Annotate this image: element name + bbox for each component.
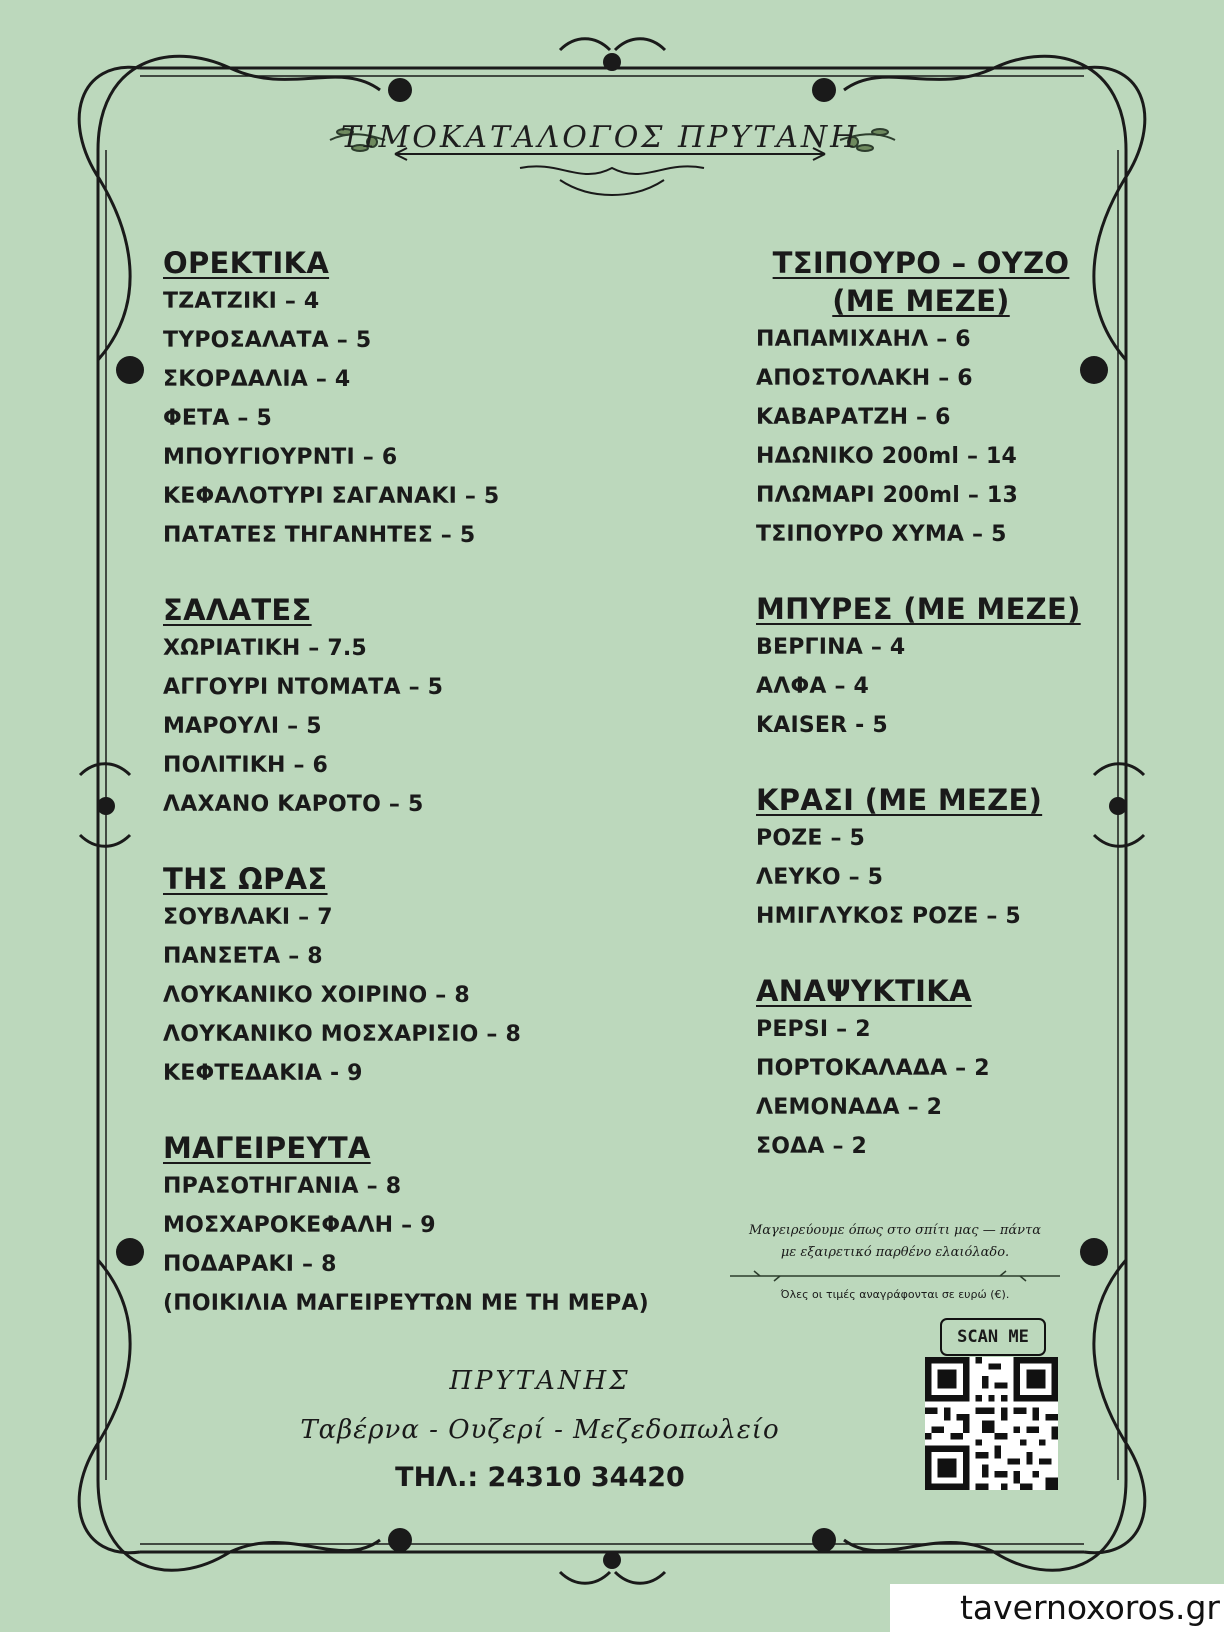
menu-item: ΑΓΓΟΥΡΙ ΝΤΟΜΑΤΑ – 5 (163, 675, 444, 700)
menu-item: ΠΑΝΣΕΤΑ – 8 (163, 944, 323, 969)
menu-item: ΣΟΔΑ – 2 (756, 1134, 868, 1159)
section-heading: ΚΡΑΣΙ (ΜΕ ΜΕΖΕ) (756, 783, 1043, 817)
menu-item: ΛΑΧΑΝΟ ΚΑΡΟΤΟ – 5 (163, 792, 424, 817)
footer-subtitle: Ταβέρνα - Ουζερί - Μεζεδοπωλείο (300, 1415, 780, 1445)
menu-item: PEPSI – 2 (756, 1017, 871, 1042)
cooking-note (725, 1220, 1065, 1264)
section-salates (163, 591, 703, 824)
menu-item: ΣΚΟΡΔΑΛΙΑ – 4 (163, 367, 351, 392)
menu-item: ΜΠΟΥΓΙΟΥΡΝΤΙ – 6 (163, 445, 398, 470)
menu-item: ΦΕΤΑ – 5 (163, 406, 272, 431)
section-heading: ΤΣΙΠΟΥΡΟ – ΟΥΖΟ (772, 246, 1070, 280)
title-banner (320, 112, 880, 172)
menu-item: ΛΟΥΚΑΝΙΚΟ ΧΟΙΡΙΝΟ – 8 (163, 983, 470, 1008)
menu-item: ΛΕΥΚΟ – 5 (756, 865, 884, 890)
currency-note: Όλες οι τιμές αναγράφονται σε ευρώ (€). (780, 1288, 1010, 1301)
menu-item: ΠΑΤΑΤΕΣ ΤΗΓΑΝΗΤΕΣ – 5 (163, 523, 476, 548)
menu-item: KAISER - 5 (756, 713, 888, 738)
menu-item: ΠΛΩΜΑΡΙ 200ml – 13 (756, 483, 1018, 508)
menu-item: ΠΟΔΑΡΑΚΙ – 8 (163, 1252, 337, 1277)
menu-item: ΛΟΥΚΑΝΙΚΟ ΜΟΣΧΑΡΙΣΙΟ – 8 (163, 1022, 522, 1047)
menu-item: ΑΛΦΑ – 4 (756, 674, 870, 699)
section-heading: ΜΠΥΡΕΣ (ΜΕ ΜΕΖΕ) (756, 592, 1081, 626)
menu-item: ΠΟΡΤΟΚΑΛΑΔΑ – 2 (756, 1056, 990, 1081)
note-line-1: Μαγειρεύουμε όπως στο σπίτι μας — πάντα (748, 1223, 1042, 1238)
menu-item: ΚΑΒΑΡΑΤΖΗ – 6 (756, 405, 951, 430)
section-heading: ΣΑΛΑΤΕΣ (163, 593, 312, 627)
menu-item: ΗΔΩΝΙΚΟ 200ml – 14 (756, 444, 1018, 469)
footer-name: ΠΡΥΤΑΝΗΣ (449, 1366, 631, 1396)
section-mageirefta (163, 1129, 703, 1323)
menu-item: ΠΡΑΣΟΤΗΓΑΝΙΑ – 8 (163, 1174, 402, 1199)
menu-item: ΑΠΟΣΤΟΛΑΚΗ – 6 (756, 366, 973, 391)
page-title: ΤΙΜΟΚΑΤΑΛΟΓΟΣ ΠΡΥΤΑΝΗ (340, 120, 860, 155)
menu-item: ΤΥΡΟΣΑΛΑΤΑ – 5 (163, 328, 372, 353)
menu-item: ΛΕΜΟΝΑΔΑ – 2 (756, 1095, 943, 1120)
section-orektika (163, 244, 703, 555)
menu-item: ΒΕΡΓΙΝΑ – 4 (756, 635, 906, 660)
menu-item: ΗΜΙΓΛΥΚΟΣ ΡΟΖΕ – 5 (756, 904, 1021, 929)
menu-item: ΜΑΡΟΥΛΙ – 5 (163, 714, 322, 739)
menu-item: ΧΩΡΙΑΤΙΚΗ – 7.5 (163, 636, 367, 661)
menu-item: ΣΟΥΒΛΑΚΙ – 7 (163, 905, 333, 930)
menu-item: (ΠΟΙΚΙΛΙΑ ΜΑΓΕΙΡΕΥΤΩΝ ΜΕ ΤΗ ΜΕΡΑ) (163, 1291, 649, 1316)
menu-item: ΤΣΙΠΟΥΡΟ ΧΥΜΑ – 5 (756, 522, 1007, 547)
section-heading: ΑΝΑΨΥΚΤΙΚΑ (756, 974, 972, 1008)
menu-item: ΚΕΦΑΛΟΤΥΡΙ ΣΑΓΑΝΑΚΙ – 5 (163, 484, 500, 509)
section-anapsyktika (756, 972, 1086, 1166)
menu-item: ΤΖΑΤΖΙΚΙ – 4 (163, 289, 320, 314)
watermark: tavernoxoros.gr (890, 1584, 1224, 1632)
menu-item: ΡΟΖΕ – 5 (756, 826, 866, 851)
menu-item: ΚΕΦΤΕΔΑΚΙΑ - 9 (163, 1061, 363, 1086)
footer-phone: ΤΗΛ.: 24310 34420 (395, 1462, 685, 1493)
note-line-2: με εξαιρετικό παρθένο ελαιόλαδο. (780, 1245, 1010, 1260)
qr-code-icon[interactable] (925, 1357, 1058, 1490)
menu-item: ΠΟΛΙΤΙΚΗ – 6 (163, 753, 329, 778)
section-tis-oras (163, 860, 703, 1093)
menu-item: ΜΟΣΧΑΡΟΚΕΦΑΛΗ – 9 (163, 1213, 436, 1238)
section-bires (756, 590, 1086, 745)
section-heading-line2: (ΜΕ ΜΕΖΕ) (832, 284, 1010, 318)
section-krasi (756, 781, 1086, 936)
section-heading: ΤΗΣ ΩΡΑΣ (163, 862, 328, 896)
section-heading: ΜΑΓΕΙΡΕΥΤΑ (163, 1131, 371, 1165)
scan-me-label: SCAN ME (940, 1318, 1046, 1356)
section-heading: ΟΡΕΚΤΙΚΑ (163, 246, 330, 280)
right-column (756, 244, 1086, 1202)
left-column (163, 244, 703, 1359)
menu-item: ΠΑΠΑΜΙΧΑΗΛ – 6 (756, 327, 971, 352)
section-tsipouro-ouzo (756, 244, 1086, 554)
